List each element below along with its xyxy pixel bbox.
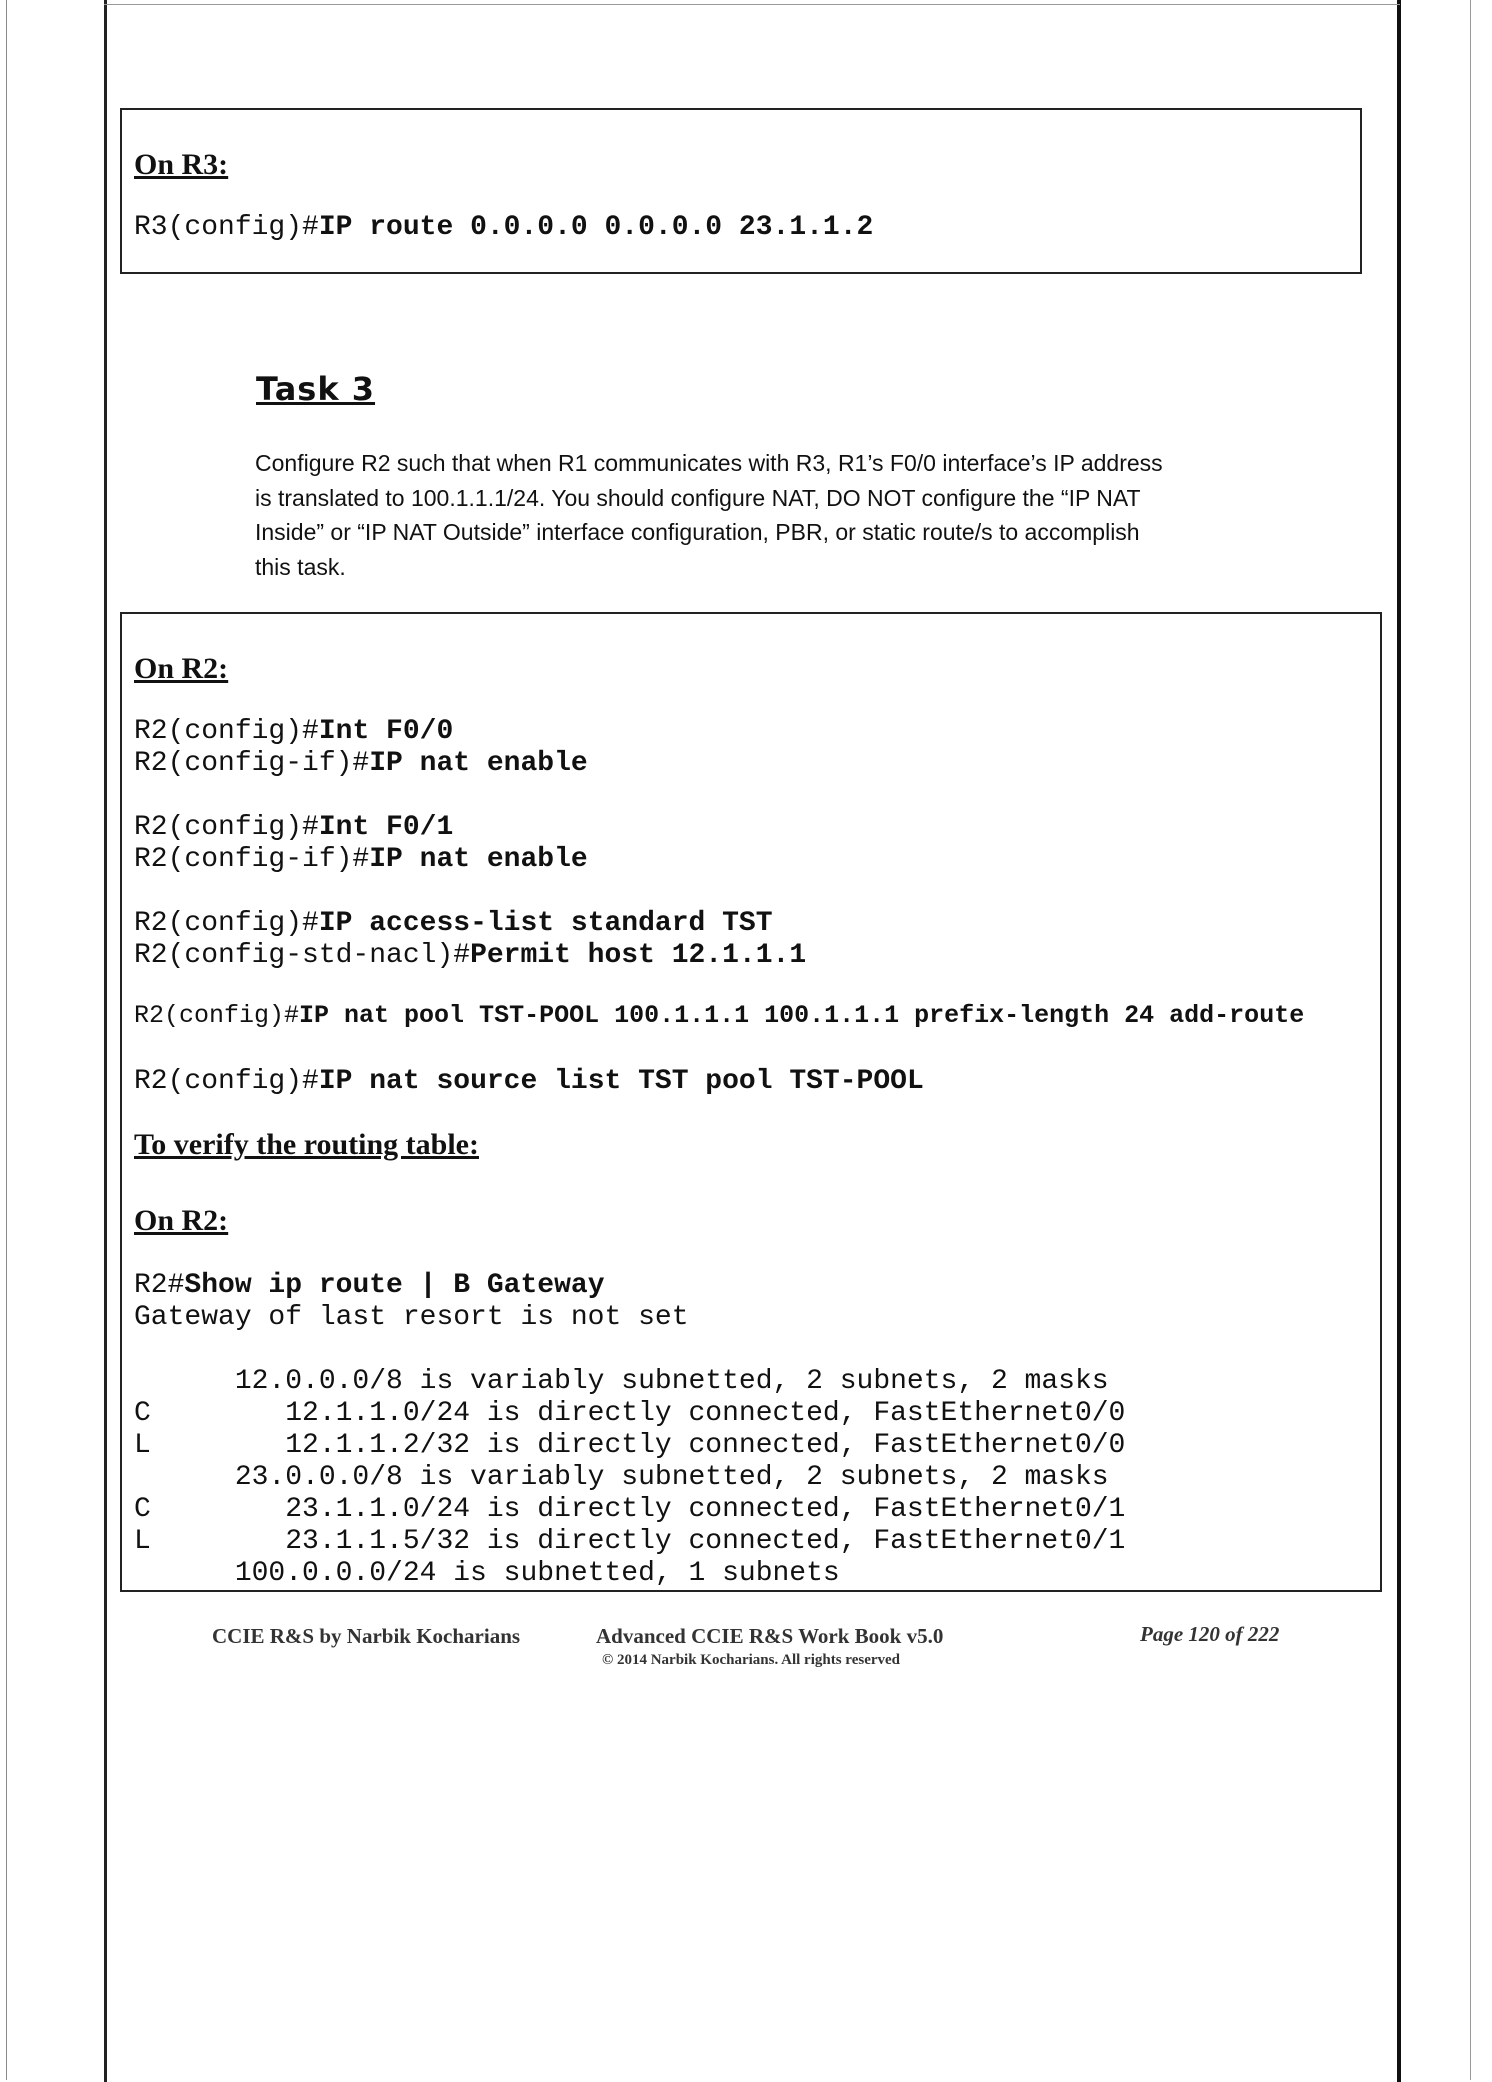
config-line: R2(config-std-nacl)#Permit host 12.1.1.1 (134, 940, 807, 971)
task-description (255, 446, 1255, 584)
output-line: 23.0.0.0/8 is variably subnetted, 2 subnets, 2 masks (134, 1462, 1109, 1493)
output-line: 12.0.0.0/8 is variably subnetted, 2 subnets, 2 masks (134, 1366, 1109, 1397)
task-line: Configure R2 such that when R1 communicates with R3, R1’s F0/0 interface’s IP address (255, 450, 1163, 476)
verify-heading: To verify the routing table: (134, 1128, 479, 1161)
footer-page-number: Page 120 of 222 (1140, 1622, 1280, 1646)
r3-heading: On R3: (134, 148, 229, 181)
footer-copyright: © 2014 Narbik Kocharians. All rights reserved (602, 1652, 901, 1668)
output-line: 100.0.0.0/24 is subnetted, 1 subnets (134, 1558, 840, 1589)
config-line: R2(config)#IP nat source list TST pool TST-POOL (134, 1066, 924, 1097)
page-edge-top (104, 4, 1400, 5)
output-line: L 12.1.1.2/32 is directly connected, FastEthernet0/0 (134, 1430, 1126, 1461)
config-line: R2(config-if)#IP nat enable (134, 748, 588, 779)
task-line: Inside” or “IP NAT Outside” interface configuration, PBR, or static route/s to accomplish (255, 519, 1140, 545)
task-line: is translated to 100.1.1.1/24. You should configure NAT, DO NOT configure the “IP NAT (255, 484, 1141, 511)
footer-book-title: Advanced CCIE R&S Work Book v5.0 (596, 1624, 944, 1648)
config-line: R2(config)#IP nat pool TST-POOL 100.1.1.1 100.1.1.1 prefix-length 24 add-route (134, 1001, 1305, 1030)
show-command-line: R2#Show ip route | B Gateway (134, 1270, 605, 1301)
page-edge-far-right (1470, 0, 1471, 2080)
r2-verify-heading: On R2: (134, 1204, 229, 1237)
output-line: C 12.1.1.0/24 is directly connected, FastEthernet0/0 (134, 1398, 1126, 1429)
config-line: R2(config)#IP access-list standard TST (134, 908, 773, 939)
page-edge-right (1397, 0, 1401, 2082)
config-line: R2(config)#Int F0/1 (134, 812, 454, 843)
config-line: R2(config)#Int F0/0 (134, 716, 454, 747)
r3-config-line: R3(config)#IP route 0.0.0.0 0.0.0.0 23.1.1.2 (134, 212, 874, 243)
page-edge-far-left (6, 0, 7, 2080)
output-line: L 23.1.1.5/32 is directly connected, FastEthernet0/1 (134, 1526, 1126, 1557)
output-line: C 23.1.1.0/24 is directly connected, FastEthernet0/1 (134, 1494, 1126, 1525)
r3-config-box (120, 108, 1362, 274)
r2-heading: On R2: (134, 652, 229, 685)
task-title: Task 3 (256, 370, 376, 408)
output-line: Gateway of last resort is not set (134, 1302, 689, 1333)
page-edge-left (104, 0, 107, 2082)
footer-author: CCIE R&S by Narbik Kocharians (212, 1624, 521, 1648)
task-line: this task. (255, 553, 346, 580)
config-line: R2(config-if)#IP nat enable (134, 844, 588, 875)
